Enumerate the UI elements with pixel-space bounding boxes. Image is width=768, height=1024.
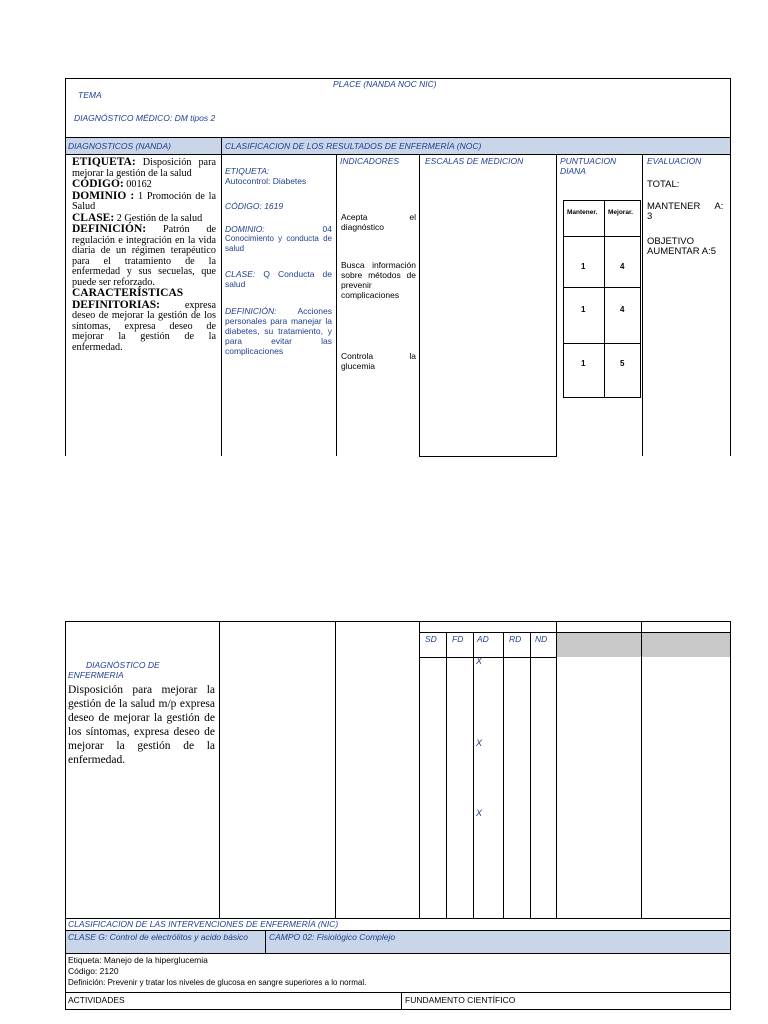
fundamento-header: FUNDAMENTO CIENTÍFICO <box>405 995 516 1005</box>
nanda-definicion-label: DEFINICIÓN: <box>72 223 147 235</box>
actividades-header: ACTIVIDADES <box>68 995 125 1005</box>
noc-definicion <box>225 306 332 356</box>
scale-header-fd: FD <box>452 634 464 644</box>
diagnostico-enfermeria-text: Disposición para mejorar la gestión de la salud m/p expresa deseo de mejorar la gestión de los síntomas, expresa deseo de mejorar la gestión de la enfermedad. <box>68 684 215 766</box>
nic-etiqueta: Etiqueta: Manejo de la hiperglucemia <box>68 955 208 965</box>
noc-clase <box>225 269 332 289</box>
noc-etiqueta-label: ETIQUETA: <box>225 166 270 176</box>
scale-header-sd: SD <box>425 634 437 644</box>
diagnostico-enfermeria-label: DIAGNÓSTICO DE ENFERMERIA <box>68 660 160 680</box>
puntuacion-col-mantener: Mantener. <box>567 209 598 216</box>
place-title: PLACE (NANDA NOC NIC) <box>333 79 437 89</box>
noc-codigo: CÓDIGO: 1619 <box>225 201 284 211</box>
scale-header-nd: ND <box>535 634 548 644</box>
nanda-clase-text: 2 Gestión de la salud <box>116 212 203 224</box>
col-clasificacion-header: CLASIFICACION DE LOS RESULTADOS DE ENFERMERÍA (NOC) <box>225 141 482 151</box>
check-mark: X <box>476 738 483 748</box>
nanda-clase-label: CLASE: <box>72 211 115 224</box>
indicador-item: Acepta el diagnóstico <box>341 212 416 232</box>
col-diagnosticos-header: DIAGNOSTICOS (NANDA) <box>68 141 171 151</box>
puntuacion-cell: 1 <box>581 305 586 314</box>
tema-label: TEMA <box>78 90 102 100</box>
noc-dominio <box>225 224 332 254</box>
noc-dominio-num: 04 <box>322 224 332 234</box>
nanda-etiqueta-text: Disposición para mejorar la gestión de la salud <box>72 157 216 179</box>
check-mark: X <box>476 656 483 666</box>
evaluacion-objetivo: OBJETIVO AUMENTAR A:5 <box>647 236 716 257</box>
gray-band <box>557 633 730 657</box>
nic-header: CLASIFICACION DE LAS INTERVENCIONES DE ENFERMERÍA (NIC) <box>68 919 339 929</box>
nanda-codigo-value: 00162 <box>126 179 152 190</box>
escalas-header: ESCALAS DE MEDICION <box>425 156 524 166</box>
noc-definicion-label: DEFINICIÓN: <box>225 306 277 316</box>
nic-codigo: Código: 2120 <box>68 966 119 976</box>
noc-clase-text: Q Conducta de salud <box>225 269 332 289</box>
evaluacion-mantener: MANTENER A: 3 <box>647 201 724 222</box>
nic-clase: CLASE G: Control de electrólitos y acido básico <box>68 932 249 942</box>
noc-etiqueta-value: Autocontrol: Diabetes <box>225 176 307 186</box>
noc-definicion-text: Acciones personales para manejar la diabetes, su tratamiento, y para evitar las complicaciones <box>225 306 332 356</box>
noc-cell <box>225 166 332 186</box>
indicador-item: Controla la glucemia <box>341 351 416 371</box>
nanda-cell <box>72 157 216 353</box>
check-mark: X <box>476 808 483 818</box>
puntuacion-col-mejorar: Mejorar. <box>608 209 633 216</box>
evaluacion-total: TOTAL: <box>647 179 680 190</box>
noc-dominio-text: Conocimiento y conducta de salud <box>225 234 332 253</box>
puntuacion-cell: 4 <box>620 305 625 314</box>
puntuacion-cell: 1 <box>581 262 586 271</box>
nanda-etiqueta-label: ETIQUETA: <box>72 156 136 168</box>
nanda-codigo-label: CÓDIGO: <box>72 178 124 190</box>
nanda-dominio-label: DOMINIO : <box>72 189 135 202</box>
puntuacion-cell: 1 <box>581 359 586 368</box>
nanda-dominio-text: 1 Promoción de la Salud <box>72 190 216 212</box>
nanda-caracteristicas-text: expresa deseo de mejorar la gestión de los síntomas, expresa deseo de mejorar la gestión de la enfermedad. <box>72 299 216 353</box>
puntuacion-header: PUNTUACION DIANA <box>560 156 617 176</box>
indicadores-header: INDICADORES <box>340 156 400 166</box>
scale-header-ad: AD <box>477 634 489 644</box>
noc-dominio-label: DOMINIO: <box>225 224 265 234</box>
evaluacion-header: EVALUACION <box>647 156 702 166</box>
nanda-definicion-text: Patrón de regulación e integración en la vida diaria de un régimen terapéutico para el tratamiento de la enfermedad y sus secuelas, que puede ser reforzado. <box>72 224 216 288</box>
puntuacion-cell: 4 <box>620 262 625 271</box>
nic-definicion: Definición: Prevenir y tratar los niveles de glucosa en sangre superiores a lo normal. <box>68 978 367 987</box>
nanda-caracteristicas-label: CARACTERÍSTICAS DEFINITORIAS: <box>72 287 184 311</box>
noc-clase-label: CLASE: <box>225 269 256 279</box>
scale-header-rd: RD <box>509 634 522 644</box>
puntuacion-cell: 5 <box>620 359 625 368</box>
indicador-item: Busca información sobre métodos de prevenir complicaciones <box>341 260 416 300</box>
nic-campo: CAMPO 02: Fisiológico Complejo <box>269 932 396 942</box>
diagnostico-medico: DIAGNÓSTICO MÉDICO: DM tipos 2 <box>74 113 216 123</box>
